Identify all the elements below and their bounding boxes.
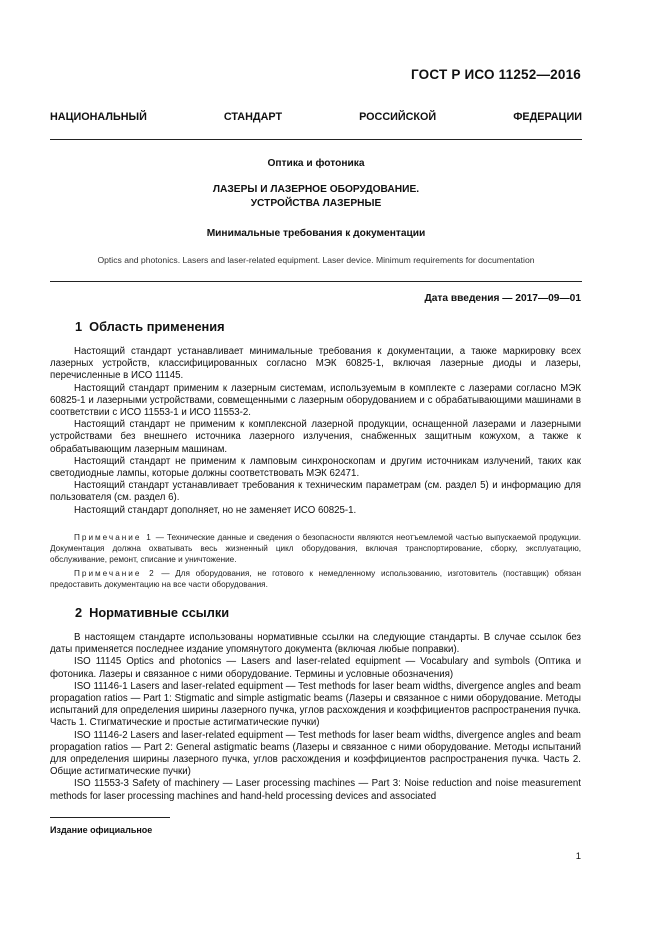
title-line: ЛАЗЕРЫ И ЛАЗЕРНОЕ ОБОРУДОВАНИЕ.	[212, 184, 420, 195]
note-text: — Для оборудования, не готового к немедленному использованию, изготовитель (поставщик) обязан предоставить документацию на все части оборудования.	[50, 568, 582, 589]
section-number: 2	[75, 605, 83, 620]
page-number: 1	[575, 851, 581, 862]
banner-word: НАЦИОНАЛЬНЫЙ	[50, 111, 147, 123]
note	[50, 568, 581, 590]
section-1-notes	[50, 532, 581, 592]
banner-word: ФЕДЕРАЦИИ	[513, 111, 582, 123]
paragraph: Настоящий стандарт применим к лазерным системам, используемым в комплекте с лазерами согласно МЭК 60825-1 и лазерными устройствами, совмещенными с лазерным оборудованием и с обрабатывающими машинами в соответствии с ИСО 11553-1 и ИСО 11553-2.	[50, 382, 581, 419]
introduction-date: Дата введения — 2017—09—01	[424, 293, 581, 304]
document-subtitle: Минимальные требования к документации	[206, 228, 426, 239]
english-title: Optics and photonics. Lasers and laser-related equipment. Laser device. Minimum requirements for documentation	[97, 255, 535, 265]
paragraph: Настоящий стандарт не применим к комплексной лазерной продукции, оснащенной лазерами и лазерными устройствами без внешнего источника лазерного излучения, снабженных защитным кожухом, а также к обрабатывающим лазерным машинам.	[50, 419, 581, 455]
section-2-heading	[75, 605, 229, 620]
banner-word: СТАНДАРТ	[223, 111, 283, 123]
official-edition-label: Издание официальное	[50, 825, 153, 835]
header-divider	[50, 139, 582, 140]
paragraph: В настоящем стандарте использованы нормативные ссылки на следующие стандарты. В случае ссылок без даты применяется последнее издание упомянутого документа (включая любые поправки).	[50, 632, 581, 656]
section-1-body	[50, 346, 581, 517]
document-title	[50, 183, 582, 211]
footer-divider	[50, 817, 170, 818]
banner-word: РОССИЙСКОЙ	[359, 111, 437, 123]
section-number: 1	[75, 319, 83, 334]
section-title: Область применения	[89, 319, 225, 334]
paragraph: Настоящий стандарт устанавливает минимальные требования к документации, а также маркировку всех лазерных устройств, классифицированных согласно МЭК 60825-1, включая лазерные диоды и лазеры, перечисленные в ИСО 11145.	[50, 346, 581, 382]
reference-entry: ISO 11146-2 Lasers and laser-related equipment — Test methods for laser beam widths, divergence angles and beam propagation ratios — Part 2: General astigmatic beams (Лазеры и связанное с ними оборудование. Методы испытаний для определения ширины лазерного пучка, углов расхождения и коэффициентов распространения пучка. Часть 2. Общие астигматические пучки)	[50, 729, 581, 778]
document-code: ГОСТ Р ИСО 11252—2016	[410, 67, 581, 82]
reference-entry: ISO 11145 Optics and photonics — Lasers and laser-related equipment — Vocabulary and symbols (Оптика и фотоника. Лазеры и связанное с ними оборудование. Термины и условные обозначения)	[50, 656, 581, 680]
paragraph: Настоящий стандарт не применим к ламповым синхроноскопам и другим источникам излучений, таких как светодиодные лампы, которые должны соответствовать МЭК 62471.	[50, 455, 581, 480]
title-line: УСТРОЙСТВА ЛАЗЕРНЫЕ	[250, 198, 382, 209]
note-label: Примечание 1	[74, 533, 153, 542]
section-1-heading	[75, 319, 225, 334]
note-label: Примечание 2	[74, 568, 156, 578]
section-2-body	[50, 632, 581, 803]
topic-heading: Оптика и фотоника	[267, 158, 365, 169]
note-text: — Технические данные и сведения о безопасности являются неотъемлемой частью выпускаемой продукции. Документация должна охватывать весь жизненный цикл оборудования, включая транспортирование, сборку, эксплуатацию, обслуживание, ремонт, списание и уничтожение.	[50, 533, 582, 565]
reference-entry: ISO 11146-1 Lasers and laser-related equipment — Test methods for laser beam widths, divergence angles and beam propagation ratios — Part 1: Stigmatic and simple astigmatic beams (Лазеры и связанное с ними оборудование. Методы испытаний для определения ширины лазерного пучка, углов расхождения и коэффициентов распространения пучка. Часть 1. Стигматические и простые астигматические пучки)	[50, 680, 581, 729]
national-standard-banner	[50, 111, 582, 123]
note	[50, 532, 581, 566]
reference-entry: ISO 11553-3 Safety of machinery — Laser processing machines — Part 3: Noise reduction and noise measurement methods for laser processing machines and hand-held processing devices and associated	[50, 778, 581, 802]
section-title: Нормативные ссылки	[89, 605, 230, 620]
paragraph: Настоящий стандарт дополняет, но не заменяет ИСО 60825-1.	[74, 504, 357, 516]
paragraph: Настоящий стандарт устанавливает требования к техническим параметрам (см. раздел 5) и информацию для пользователя (см. раздел 6).	[50, 480, 581, 504]
title-divider	[50, 281, 582, 282]
